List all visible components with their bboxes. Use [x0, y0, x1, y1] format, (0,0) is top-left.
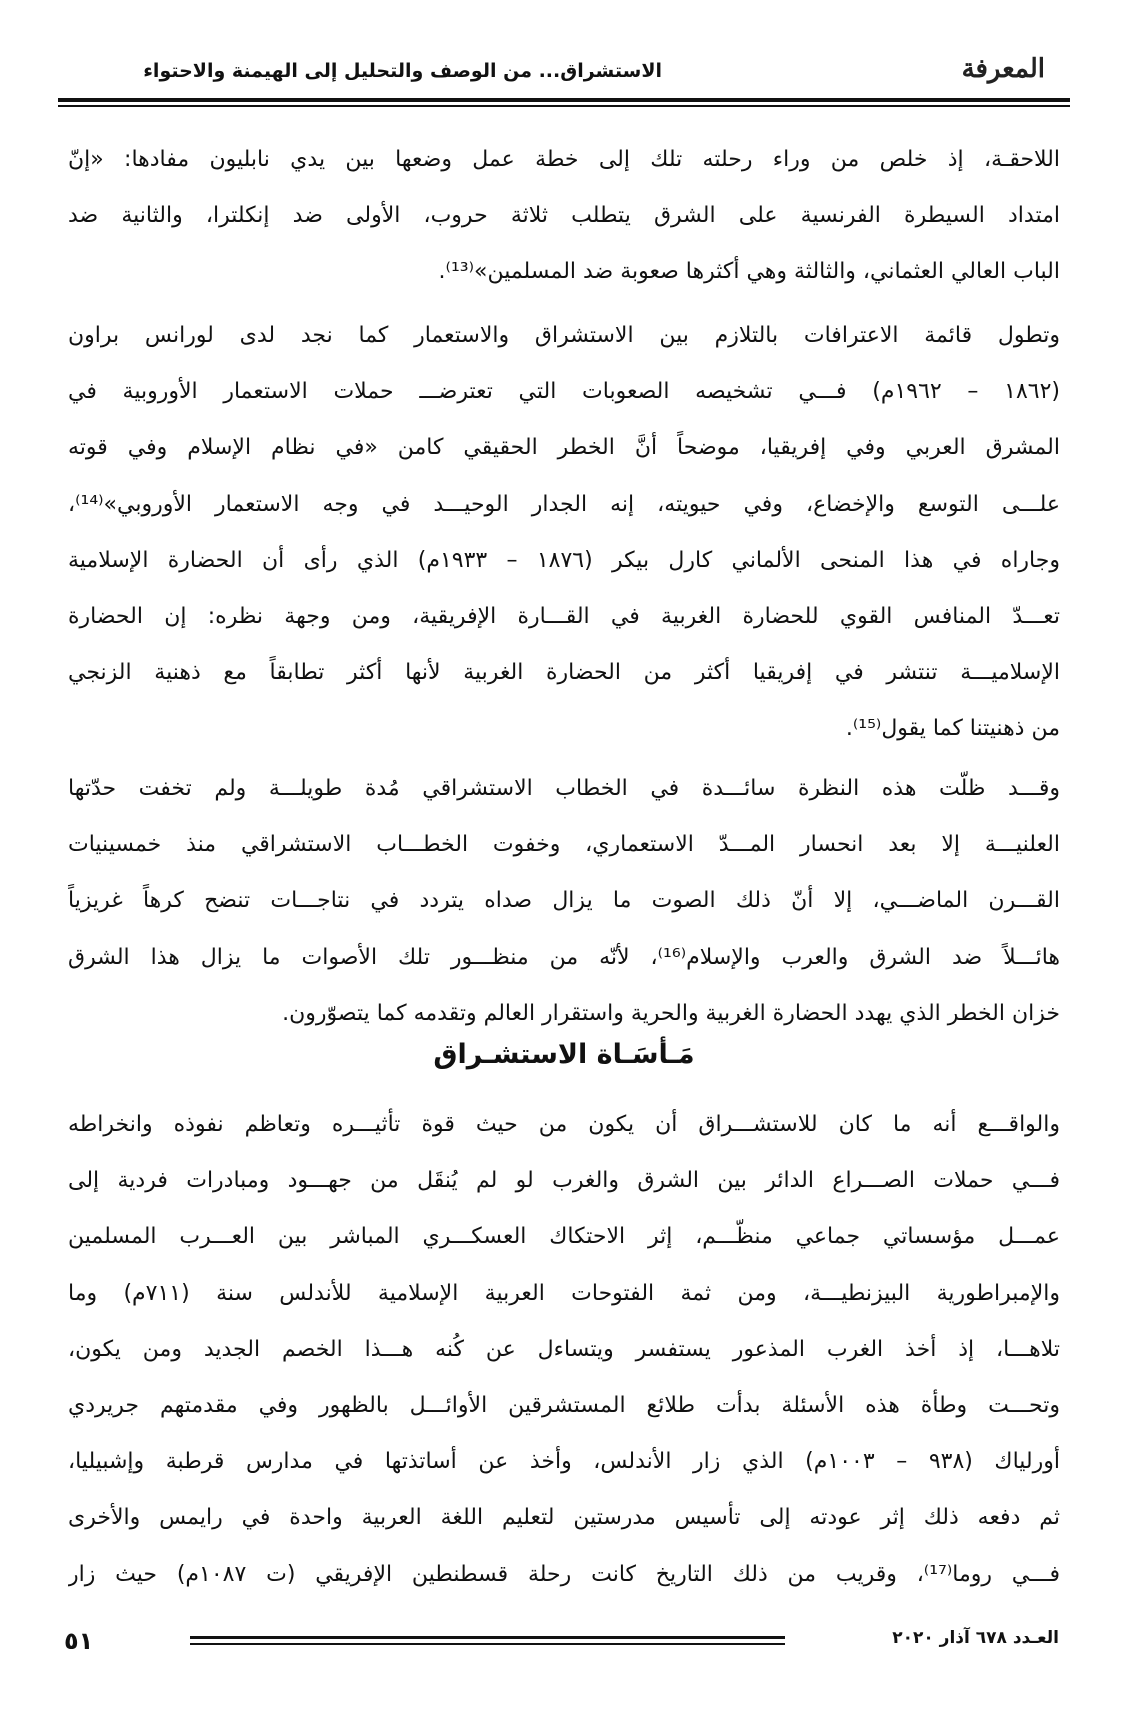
text-line: وتحـــت وطأة هذه الأسئلة بدأت طلائع المستشرقين الأوائـــل بالظهور وفي مقدمتهم جريردي — [68, 1392, 1060, 1418]
footer-rule-thick — [190, 1636, 785, 1639]
text-line: والإمبراطورية البيزنطيـــة، ومن ثمة الفتوحات العربية الإسلامية للأندلس سنة (٧١١م) وما — [68, 1280, 1060, 1306]
running-header-title: الاستشراق... من الوصف والتحليل إلى الهيمنة والاحتواء — [143, 60, 662, 82]
text-line: الباب العالي العثماني، والثالثة وهي أكثرها صعوبة ضد المسلمين»⁽¹³⁾. — [438, 259, 1060, 285]
text-line: والواقـــع أنه ما كان للاستشـــراق أن يكون من حيث قوة تأثيـــره وتعاظم نفوذه وانخراطه — [68, 1112, 1060, 1137]
text-line: تعـــدّ المنافس القوي للحضارة الغربية في القـــارة الإفريقية، ومن وجهة نظره: إن الحضارة — [68, 603, 1060, 629]
text-line: امتداد السيطرة الفرنسية على الشرق يتطلب ثلاثة حروب، الأولى ضد إنكلترا، والثانية ضد — [68, 203, 1060, 229]
text-line: فـــي روما⁽¹⁷⁾، وقريب من ذلك التاريخ كانت رحلة قسطنطين الإفريقي (ت ١٠٨٧م) حيث زار — [68, 1561, 1060, 1587]
text-line: المشرق العربي وفي إفريقيا، موضحاً أنَّ الخطر الحقيقي كامن «في نظام الإسلام وفي قوته — [68, 435, 1060, 461]
page-number: ٥١ — [64, 1627, 94, 1655]
text-line: ثم دفعه ذلك إثر عودته إلى تأسيس مدرستين لتعليم اللغة العربية واحدة في رايمس والأخرى — [68, 1505, 1060, 1531]
paragraph — [68, 132, 1060, 301]
text-line: تلاهـــا، إذ أخذ الغرب المذعور يستفسر ويتساءل عن كُنه هـــذا الخصم الجديد ومن يكون، — [68, 1336, 1060, 1362]
issue-info: العـدد ٦٧٨ آذار ٢٠٢٠ — [892, 1628, 1059, 1648]
paragraph — [68, 308, 1060, 758]
text-line: وقـــد ظلّت هذه النظرة سائـــدة في الخطاب الاستشراقي مُدة طويلـــة ولم تخفت حدّتها — [68, 776, 1060, 801]
text-line: وجاراه في هذا المنحى الألماني كارل بيكر (١٨٧٦ – ١٩٣٣م) الذي رأى أن الحضارة الإسلامية — [68, 547, 1060, 573]
text-line: هائـــلاً ضد الشرق والعرب والإسلام⁽¹⁶⁾، لأنّه من منظـــور تلك الأصوات ما يزال هذا الشرق — [68, 944, 1060, 970]
text-line: عمـــل مؤسساتي جماعي منظّـــم، إثر الاحتكاك العسكـــري المباشر بين العـــرب المسلمين — [68, 1224, 1060, 1250]
text-line: فـــي حملات الصـــراع الدائر بين الشرق والغرب لو لم يُنقَل من جهـــود ومبادرات فردية إلى — [68, 1168, 1060, 1194]
text-line: القـــرن الماضـــي، إلا أنّ ذلك الصوت ما يزال صداه يتردد في نتاجـــات تنضح كرهاً غريزياً — [68, 888, 1060, 914]
paragraph — [68, 1097, 1060, 1603]
header-rule-thick — [58, 98, 1070, 102]
text-line: اللاحقـة، إذ خلص من وراء رحلته تلك إلى خطة عمل وضعها بين يدي نابليون مفادها: «إنّ — [68, 147, 1060, 172]
text-line: العلنيـــة إلا بعد انحسار المـــدّ الاستعماري، وخفوت الخطـــاب الاستشراقي منذ خمسينيات — [68, 832, 1060, 858]
text-line: أورلياك (٩٣٨ – ١٠٠٣م) الذي زار الأندلس، وأخذ عن أساتذتها في مدارس قرطبة وإشبيليا، — [68, 1449, 1060, 1475]
text-line: وتطول قائمة الاعترافات بالتلازم بين الاستشراق والاستعمار كما نجد لدى لورانس براون — [68, 323, 1060, 348]
section-heading: مَـأسَـاة الاستشـراق — [433, 1039, 695, 1070]
text-line: (١٨٦٢ – ١٩٦٢م) فـــي تشخيصه الصعوبات التي تعترضـــ حملات الاستعمار الأوروبية في — [68, 379, 1060, 405]
text-line: خزان الخطر الذي يهدد الحضارة الغربية والحرية واستقرار العالم وتقدمه كما يتصوّرون. — [282, 1000, 1060, 1026]
text-line: علـــى التوسع والإخضاع، وفي حيويته، إنه الجدار الوحيـــد في وجه الاستعمار الأوروبي»⁽¹⁴⁾، — [68, 491, 1060, 517]
magazine-logo: المعرفة — [961, 54, 1045, 84]
paragraph — [68, 761, 1060, 1042]
text-line: الإسلاميـــة تنتشر في إفريقيا أكثر من الحضارة الغربية لأنها أكثر تطابقاً مع ذهنية الزنجي — [68, 660, 1060, 686]
header-rule-thin — [58, 105, 1070, 107]
footer-rule-thin — [190, 1643, 785, 1645]
text-line: من ذهنيتنا كما يقول⁽¹⁵⁾. — [845, 716, 1060, 742]
